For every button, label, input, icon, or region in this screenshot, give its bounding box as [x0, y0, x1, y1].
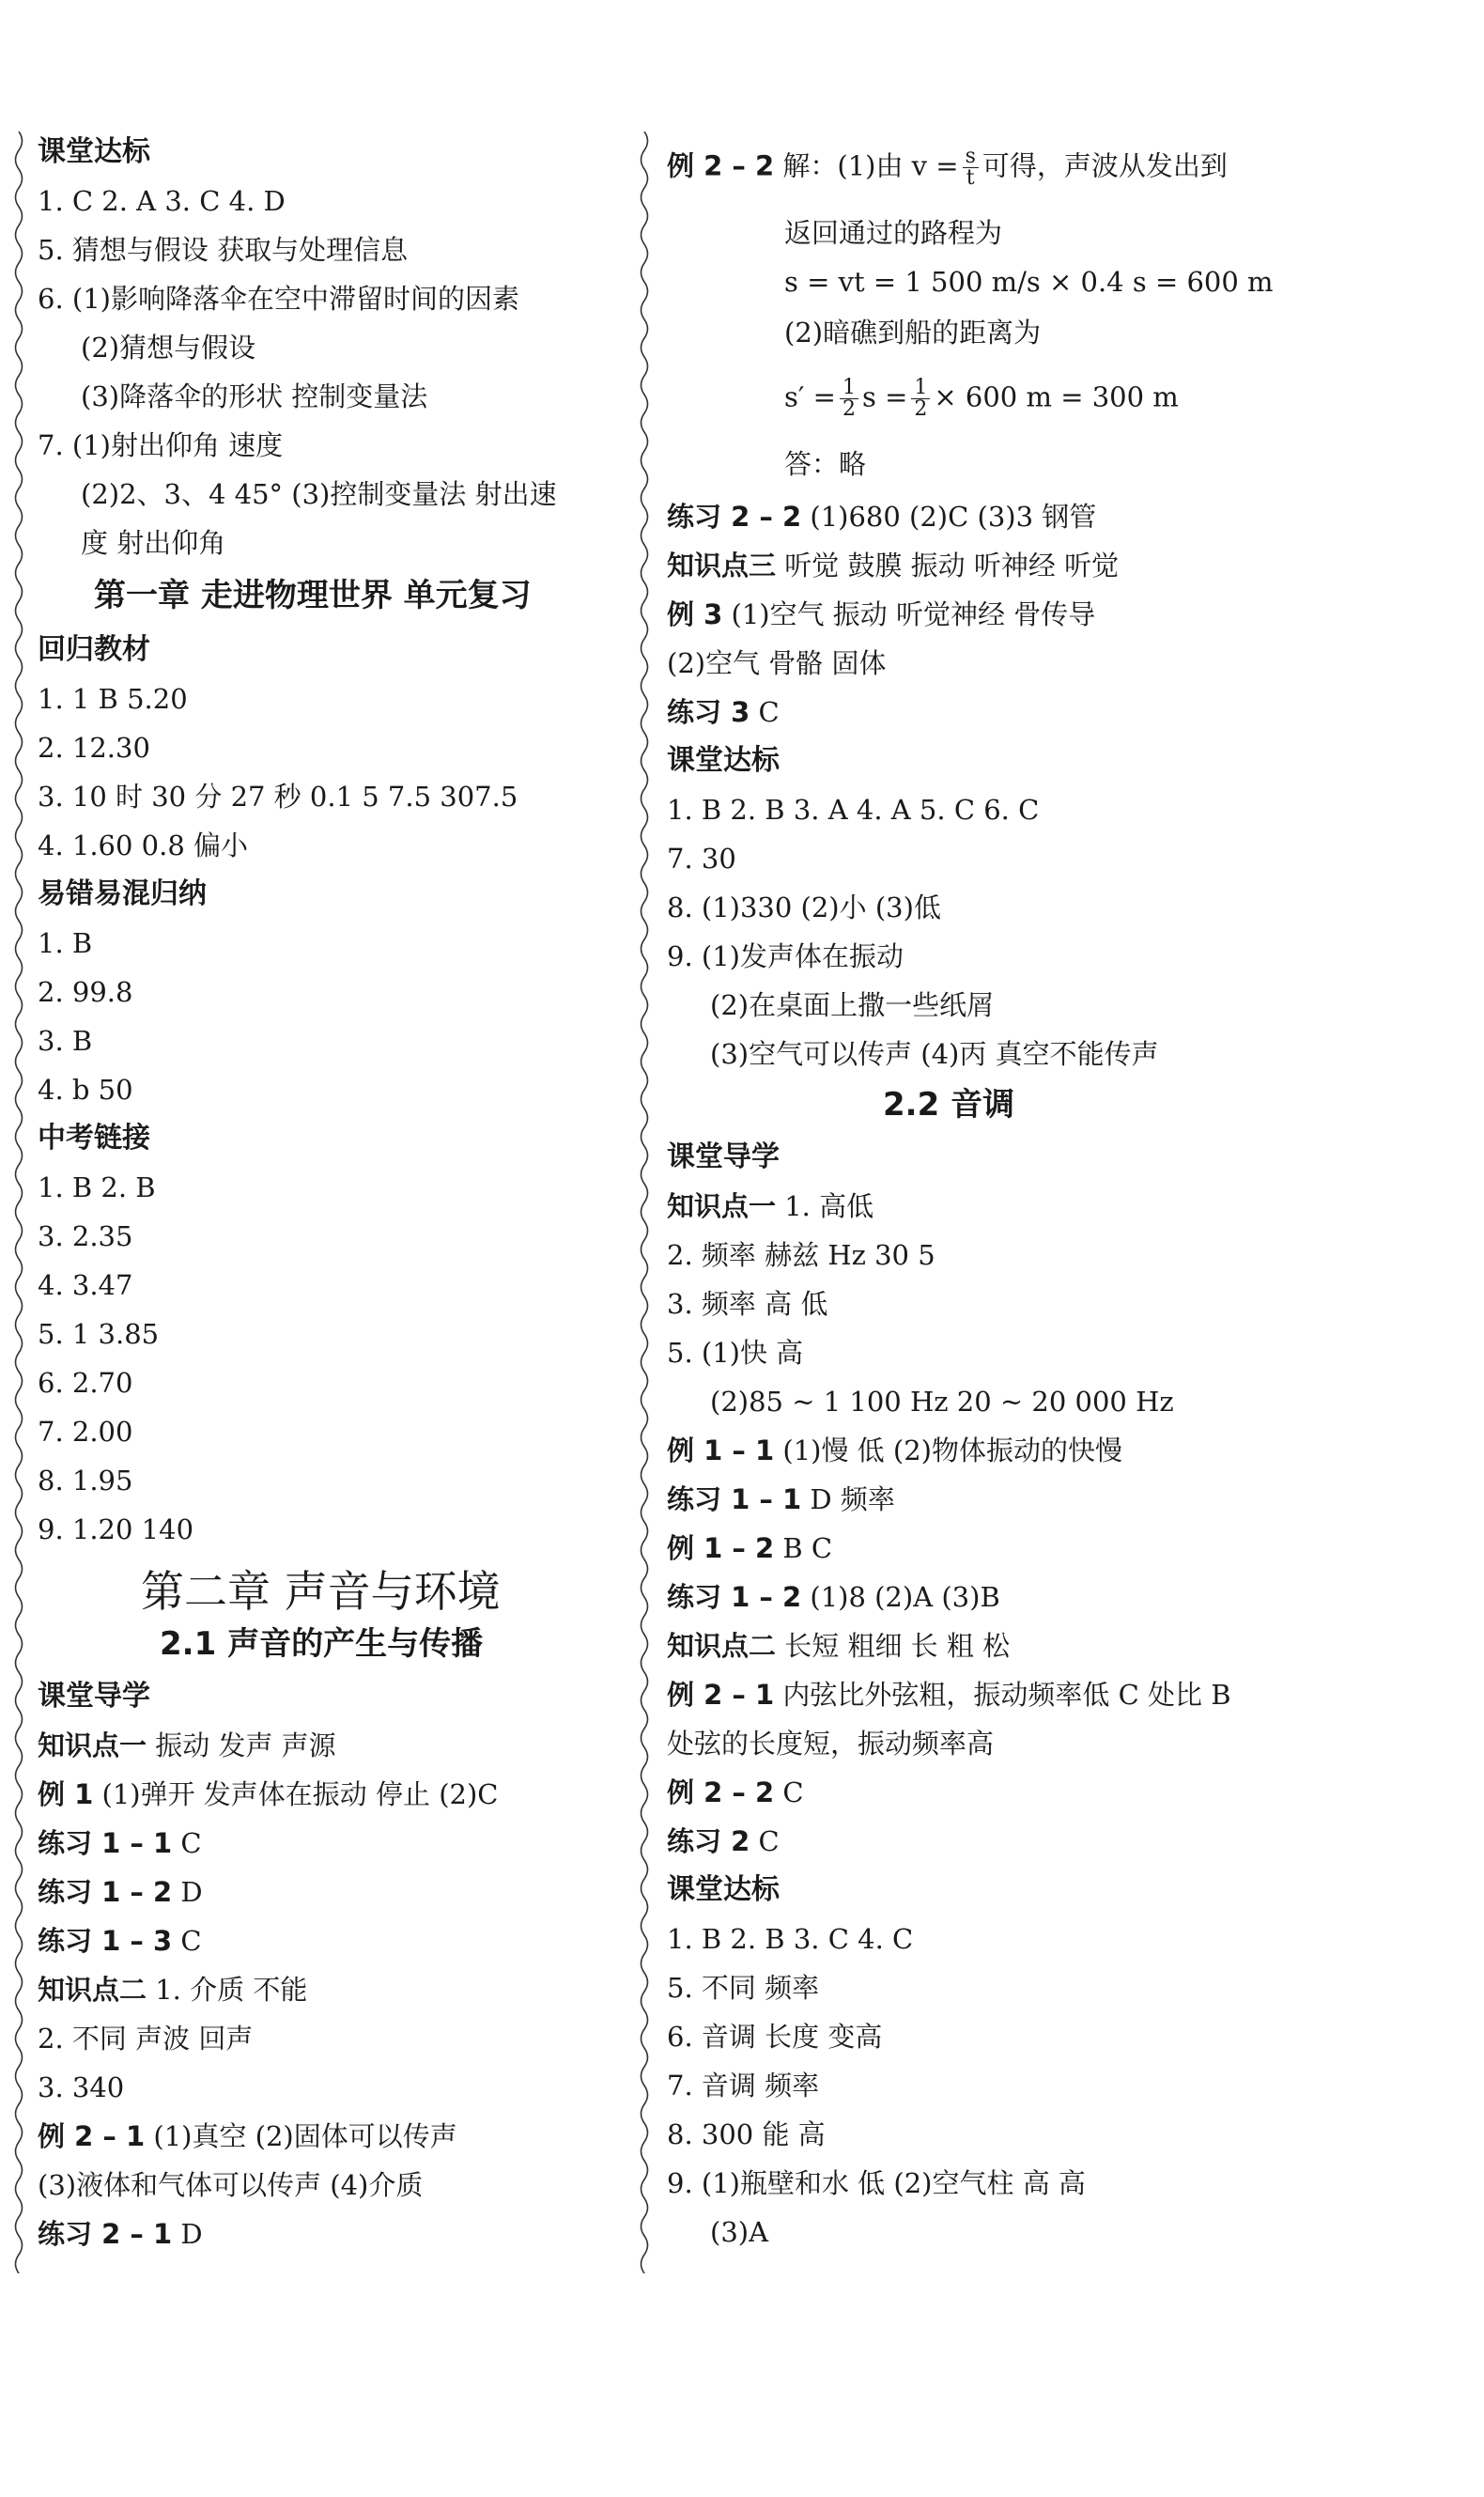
answer-line: 5. 猜想与假设 获取与处理信息 [38, 234, 409, 266]
answer-line [667, 693, 780, 731]
answer-line [38, 1727, 336, 1764]
fraction-one-half: $\frac{1}{2}$ [911, 378, 930, 420]
answer-text: (1)空气 振动 听觉神经 骨传导 [722, 598, 1096, 630]
answer-text: 可得，声波从发出到 [982, 149, 1228, 182]
answer-text: 听觉 鼓膜 振动 听神经 听觉 [776, 550, 1120, 582]
fraction-one-half: $\frac{1}{2}$ [840, 378, 858, 420]
answer-text: (1)弹开 发声体在振动 停止 (2)C [93, 1778, 499, 1810]
answer-line: 3. 频率 高 低 [667, 1288, 828, 1320]
answer-text: D 频率 [801, 1483, 895, 1515]
answer-line: (3)液体和气体可以传声 (4)介质 [38, 2169, 424, 2201]
answer-line [667, 1187, 873, 1225]
answer-line: 3. 340 [38, 2071, 125, 2103]
answer-line [38, 1776, 499, 1813]
answer-line [667, 1481, 895, 1518]
chapter-review-title: 第一章 走进物理世界 单元复习 [94, 577, 532, 614]
answer-line: 度 射出仰角 [81, 527, 226, 559]
answer-line: (2)85 ~ 1 100 Hz 20 ~ 20 000 Hz [710, 1386, 1174, 1418]
section-heading: 课堂导学 [38, 1680, 150, 1713]
chapter-title: 第二章 声音与环境 [141, 1566, 501, 1617]
answer-line: 2. 频率 赫兹 Hz 30 5 [667, 1239, 935, 1271]
answer-line: 4. 3.47 [38, 1269, 133, 1301]
answer-line: 8. 1.95 [38, 1465, 133, 1497]
column-divider-wavy-line [635, 132, 654, 2273]
answer-line: 7. 2.00 [38, 1416, 133, 1448]
answer-line [38, 1873, 203, 1911]
section-heading: 中考链接 [38, 1122, 150, 1155]
left-margin-wavy-line [9, 132, 28, 2273]
label: 练习 3 [667, 696, 750, 728]
answer-line: 6. (1)影响降落伞在空中滞留时间的因素 [38, 283, 519, 315]
answer-line: 处弦的长度短，振动频率高 [667, 1728, 995, 1760]
answer-line: 5. 不同 频率 [667, 1972, 820, 2004]
answer-line [667, 498, 1096, 535]
answer-line: 1. B [38, 927, 93, 959]
answer-line: (2)空气 骨骼 固体 [667, 647, 887, 679]
answer-line: 3. 2.35 [38, 1220, 133, 1252]
answer-text: (1)680 (2)C (3)3 钢管 [801, 501, 1097, 533]
answer-line: 2. 不同 声波 回声 [38, 2023, 254, 2055]
answer-line: 7. 30 [667, 843, 736, 875]
answer-text: B C [774, 1532, 833, 1564]
answer-line: 3. B [38, 1025, 93, 1057]
section-heading: 回归教材 [38, 633, 150, 666]
section-heading: 易错易混归纳 [38, 877, 207, 910]
answer-text: C [172, 1925, 202, 1957]
answer-line: 1. 1 B 5.20 [38, 683, 188, 715]
answer-line: 返回通过的路程为 [784, 217, 1003, 249]
answer-line: 5. (1)快 高 [667, 1337, 804, 1369]
label: 例 1 – 1 [667, 1435, 775, 1466]
label: 例 2 – 1 [667, 1679, 775, 1711]
label: 知识点二 [667, 1630, 777, 1662]
answer-line [667, 1627, 1010, 1665]
label: 练习 2 – 1 [38, 2218, 173, 2250]
answer-line: 7. (1)射出仰角 速度 [38, 429, 284, 461]
answer-line: (2)暗礁到船的距离为 [784, 317, 1042, 349]
answer-line [667, 1822, 780, 1860]
label: 例 2 – 1 [38, 2120, 146, 2152]
label: 例 2 – 2 [667, 149, 775, 182]
label: 练习 2 [667, 1825, 750, 1857]
answer-text: (1)慢 低 (2)物体振动的快慢 [774, 1435, 1122, 1466]
label: 练习 1 – 2 [38, 1876, 173, 1908]
answer-line [667, 145, 1228, 190]
answer-line: 7. 音调 频率 [667, 2070, 820, 2102]
answer-text: C [172, 1827, 202, 1859]
answer-line [38, 1824, 202, 1862]
answer-line [667, 1774, 804, 1811]
answer-line: 3. 10 时 30 分 27 秒 0.1 5 7.5 307.5 [38, 781, 518, 813]
section-title: 2.1 声音的产生与传播 [160, 1625, 484, 1663]
answer-text: (1)8 (2)A (3)B [801, 1581, 1000, 1613]
answer-line: (3)空气可以传声 (4)丙 真空不能传声 [710, 1038, 1159, 1070]
answer-text: D [172, 1876, 203, 1908]
answer-line: 1. B 2. B 3. A 4. A 5. C 6. C [667, 794, 1040, 826]
answer-text: 长短 粗细 长 粗 松 [776, 1630, 1011, 1662]
answer-line: 4. 1.60 0.8 偏小 [38, 830, 249, 861]
answer-text: C [750, 1825, 780, 1857]
answer-line: 2. 99.8 [38, 976, 133, 1008]
label: 知识点一 [38, 1729, 147, 1761]
answer-line: 8. (1)330 (2)小 (3)低 [667, 892, 941, 923]
answer-line: 9. 1.20 140 [38, 1513, 194, 1545]
answer-line: 答：略 [784, 448, 867, 480]
label: 练习 2 – 2 [667, 501, 802, 533]
answer-line: 8. 300 能 高 [667, 2118, 826, 2150]
section-heading: 课堂达标 [38, 135, 150, 168]
section-heading: 课堂达标 [667, 1873, 780, 1906]
answer-line: 1. B 2. B 3. C 4. C [667, 1923, 914, 1955]
answer-line: (3)A [710, 2216, 769, 2248]
answer-text: D [172, 2218, 203, 2250]
answer-line: (3)降落伞的形状 控制变量法 [81, 380, 428, 412]
label: 知识点三 [667, 550, 777, 582]
answer-line: (2)2、3、4 45° (3)控制变量法 射出速 [81, 478, 557, 510]
label: 练习 1 – 2 [667, 1581, 802, 1613]
answer-text: 振动 发声 声源 [147, 1729, 336, 1761]
answer-text: 1. 高低 [776, 1190, 874, 1222]
answer-line [38, 2117, 457, 2155]
label: 例 1 – 2 [667, 1532, 775, 1564]
answer-line [667, 547, 1119, 584]
section-heading: 课堂导学 [667, 1140, 780, 1173]
answer-line [667, 1676, 1231, 1714]
answer-line: (2)在桌面上撒一些纸屑 [710, 989, 995, 1021]
answer-line: 9. (1)发声体在振动 [667, 940, 904, 972]
answer-text: 1. 介质 不能 [147, 1974, 308, 2006]
label: 练习 1 – 1 [38, 1827, 173, 1859]
answer-line: 6. 2.70 [38, 1367, 133, 1399]
answer-line [38, 2215, 203, 2253]
answer-text: (1)真空 (2)固体可以传声 [145, 2120, 457, 2152]
answer-line [667, 1529, 832, 1567]
label: 例 1 [38, 1778, 94, 1810]
answer-line: 5. 1 3.85 [38, 1318, 160, 1350]
answer-line: 4. b 50 [38, 1074, 133, 1106]
fraction-s-over-t: $\frac{s}{t}$ [963, 147, 979, 189]
answer-line: 9. (1)瓶壁和水 低 (2)空气柱 高 高 [667, 2167, 1086, 2199]
answer-line [38, 1922, 202, 1960]
answer-line: 6. 音调 长度 变高 [667, 2021, 883, 2053]
answer-line: 2. 12.30 [38, 732, 150, 764]
answer-line: (2)猜想与假设 [81, 332, 256, 364]
label: 例 3 [667, 598, 723, 630]
formula-line: s′ = $\frac{1}{2}$ s = $\frac{1}{2}$ × 600 m = 300 m [784, 376, 1179, 421]
label: 练习 1 – 1 [667, 1483, 802, 1515]
section-heading: 课堂达标 [667, 744, 780, 777]
label: 知识点二 [38, 1974, 147, 2006]
label: 知识点一 [667, 1190, 777, 1222]
answer-line [667, 1432, 1122, 1469]
label: 例 2 – 2 [667, 1776, 775, 1808]
section-title: 2.2 音调 [883, 1086, 1015, 1124]
answer-text: 解：(1)由 v = [774, 149, 959, 182]
answer-text: C [750, 696, 780, 728]
answer-line [38, 1971, 307, 2008]
answer-line [667, 1578, 1000, 1616]
answer-text: 内弦比外弦粗，振动频率低 C 处比 B [774, 1679, 1231, 1711]
answer-line: 1. B 2. B [38, 1171, 156, 1203]
answer-line [667, 596, 1095, 633]
answer-line: 1. C 2. A 3. C 4. D [38, 185, 286, 217]
formula-line: s = vt = 1 500 m/s × 0.4 s = 600 m [784, 266, 1274, 298]
answer-text: C [774, 1776, 804, 1808]
label: 练习 1 – 3 [38, 1925, 173, 1957]
